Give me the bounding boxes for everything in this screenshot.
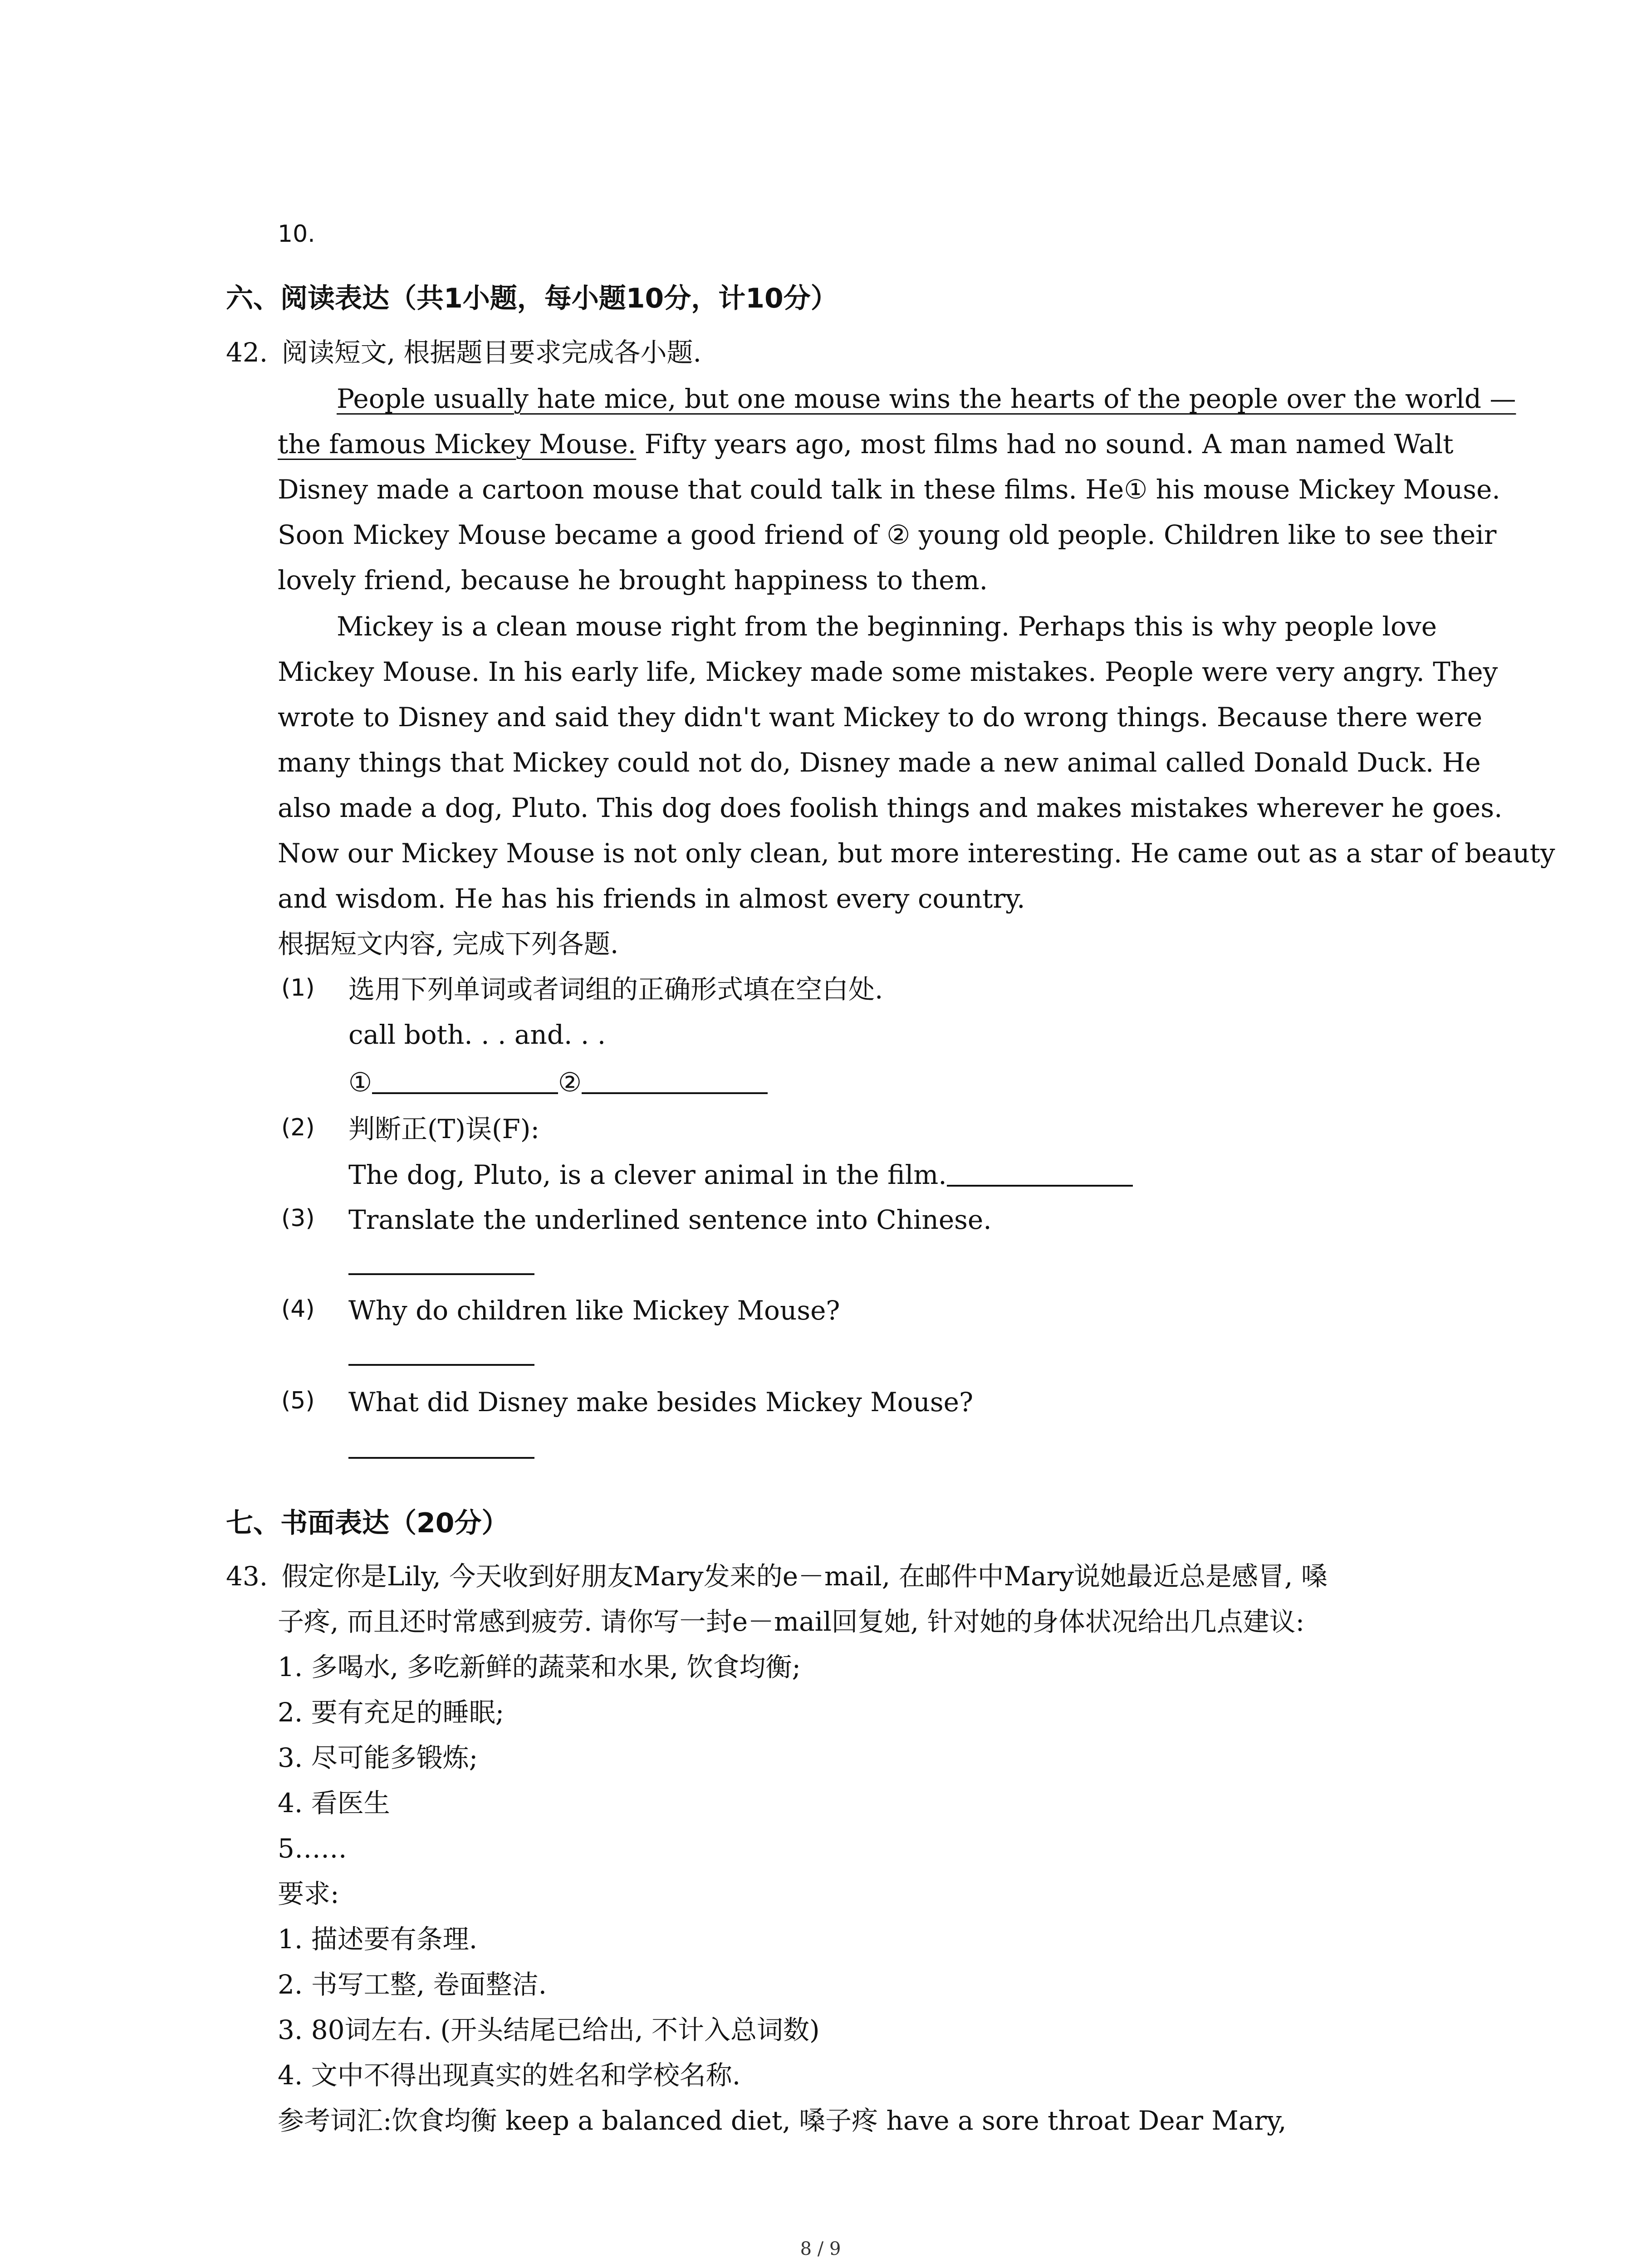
answer-blanks-row: [348, 1067, 768, 1098]
answer-blank[interactable]: [947, 1161, 1133, 1187]
requirement-item: 4. 文中不得出现真实的姓名和学校名称.: [278, 2060, 741, 2091]
requirement-item: 2. 书写工整, 卷面整洁.: [278, 1969, 547, 2000]
passage-line: wrote to Disney and said they didn't want Mickey to do wrong things. Because there were: [278, 702, 1483, 733]
passage-line: and wisdom. He has his friends in almost every country.: [278, 883, 1025, 914]
blank-1-label: ①: [348, 1067, 372, 1098]
blank-2-label: ②: [558, 1067, 582, 1098]
requirement-item: 3. 80词左右. (开头结尾已给出, 不计入总词数): [278, 2014, 820, 2045]
question-42-instruction: [226, 339, 701, 366]
answer-blank[interactable]: [348, 1340, 534, 1366]
blank-marker-1: ①: [1124, 474, 1148, 505]
answer-line[interactable]: [348, 1340, 534, 1367]
section-7-heading: 七、书面表达（20分）: [226, 1507, 509, 1539]
blank-marker-2: ②: [887, 519, 911, 550]
question-43-line-2: 子疼, 而且还时常感到疲劳. 请你写一封e－mail回复她, 针对她的身体状况给出几点建议:: [278, 1606, 1305, 1637]
passage-line: Mickey is a clean mouse right from the beginning. Perhaps this is why people love: [337, 611, 1437, 642]
passage-line: Disney made a cartoon mouse that could talk in these films. He① his mouse Mickey Mouse.: [278, 474, 1500, 505]
passage-line: lovely friend, because he brought happiness to them.: [278, 565, 988, 596]
question-number: 42.: [226, 337, 268, 368]
suggestion-item: 1. 多喝水, 多吃新鲜的蔬菜和水果, 饮食均衡;: [278, 1652, 801, 1682]
sub-question-2-prompt: 判断正(T)误(F):: [348, 1114, 539, 1144]
suggestion-item: 2. 要有充足的睡眠;: [278, 1697, 505, 1728]
sub-question-label: (1): [281, 974, 315, 1002]
answer-blank-1[interactable]: [372, 1069, 558, 1094]
suggestion-item: 4. 看医生: [278, 1788, 390, 1818]
suggestion-item: 5……: [278, 1833, 347, 1864]
page-number: 8 / 9: [800, 2239, 841, 2259]
passage-line: Now our Mickey Mouse is not only clean, but more interesting. He came out as a star of beauty: [278, 838, 1555, 869]
sub-question-4-prompt: Why do children like Mickey Mouse?: [348, 1295, 840, 1326]
sub-question-label: (2): [281, 1114, 315, 1141]
passage-line: many things that Mickey could not do, Disney made a new animal called Donald Duck. He: [278, 747, 1481, 778]
passage-line: also made a dog, Pluto. This dog does foolish things and makes mistakes wherever he goes.: [278, 792, 1503, 823]
passage-line: the famous Mickey Mouse. Fifty years ago, most films had no sound. A man named Walt: [278, 429, 1454, 459]
answer-blank[interactable]: [348, 1433, 534, 1459]
previous-item-number: 10.: [278, 220, 315, 248]
passage-line: Mickey Mouse. In his early life, Mickey made some mistakes. People were very angry. They: [278, 656, 1498, 687]
passage-line: Soon Mickey Mouse became a good friend of ② young old people. Children like to see their: [278, 519, 1497, 550]
true-false-statement: The dog, Pluto, is a clever animal in the film.: [348, 1161, 1133, 1188]
reference-vocabulary: 参考词汇:饮食均衡 keep a balanced diet, 嗓子疼 have a sore throat Dear Mary,: [278, 2105, 1287, 2136]
sub-question-label: (3): [281, 1205, 315, 1232]
instruction-text: 阅读短文, 根据题目要求完成各小题.: [281, 337, 701, 368]
sub-question-3-prompt: Translate the underlined sentence into Chinese.: [348, 1204, 992, 1235]
question-43-line-1: 43. 假定你是Lily, 今天收到好朋友Mary发来的e－mail, 在邮件中Mary说她最近总是感冒, 嗓: [226, 1561, 1327, 1592]
underlined-sentence-part1: People usually hate mice, but one mouse wins the hearts of the people over the world —: [337, 383, 1516, 414]
answer-line[interactable]: [348, 1250, 534, 1276]
answer-blank[interactable]: [348, 1250, 534, 1275]
requirements-label: 要求:: [278, 1878, 339, 1909]
task-intro: 根据短文内容, 完成下列各题.: [278, 929, 619, 959]
section-6-heading: 六、阅读表达（共1小题，每小题10分，计10分）: [226, 283, 838, 314]
sub-question-5-prompt: What did Disney make besides Mickey Mouse?: [348, 1387, 974, 1418]
answer-line[interactable]: [348, 1433, 534, 1460]
requirement-item: 1. 描述要有条理.: [278, 1924, 478, 1955]
sub-question-1-prompt: 选用下列单词或者词组的正确形式填在空白处.: [348, 974, 883, 1005]
word-bank: call both. . . and. . .: [348, 1019, 606, 1050]
suggestion-item: 3. 尽可能多锻炼;: [278, 1742, 478, 1773]
sub-question-label: (5): [281, 1387, 315, 1414]
underlined-sentence-part2: the famous Mickey Mouse.: [278, 429, 637, 459]
answer-blank-2[interactable]: [582, 1069, 768, 1094]
question-number: 43.: [226, 1561, 268, 1592]
sub-question-label: (4): [281, 1295, 315, 1323]
